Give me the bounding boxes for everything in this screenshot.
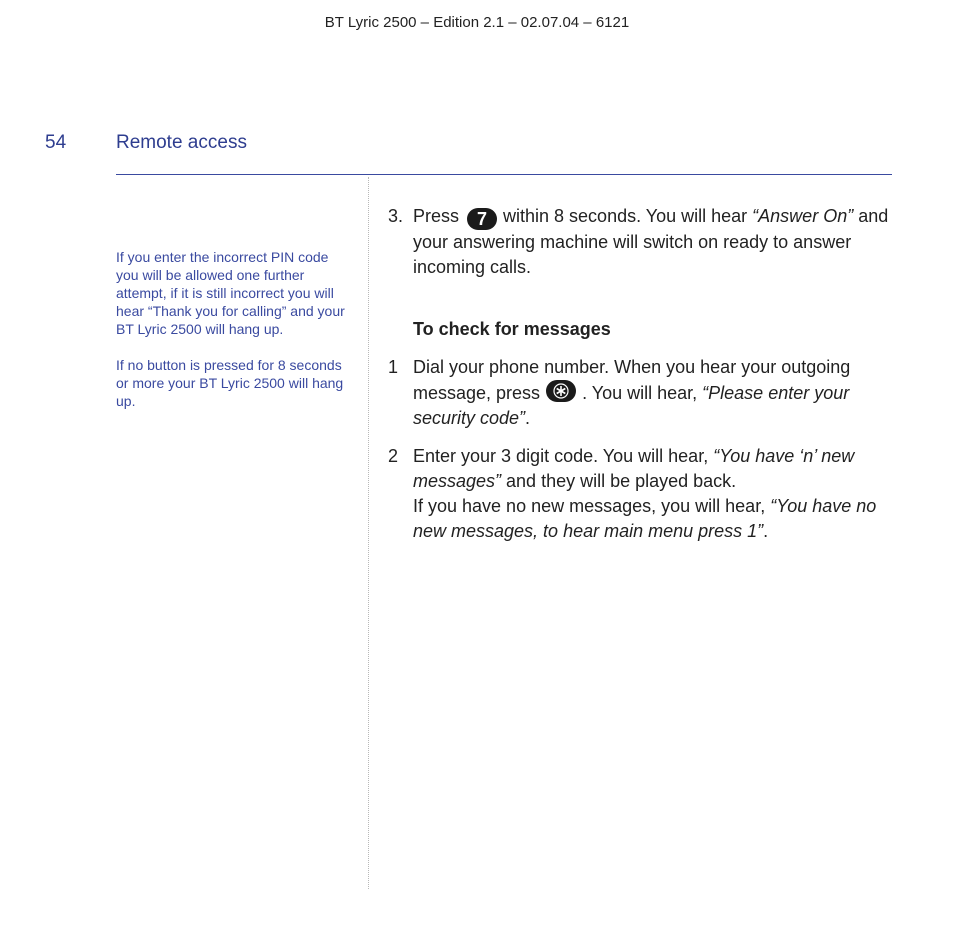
- step-number: 3.: [388, 206, 404, 226]
- sidebar-note-pin: If you enter the incorrect PIN code you will be allowed one further attempt, if it is still incorrect you will hear “Thank you for calling” and your BT Lyric 2500 will hang up.: [116, 249, 345, 337]
- key-7-icon: 7: [467, 208, 497, 230]
- quote-answer-on: “Answer On”: [752, 206, 854, 226]
- subheading-check-messages: To check for messages: [413, 319, 611, 339]
- check-step-2-text-no-messages: If you have no new messages, you will hear, “You have no new messages, to hear main menu press 1”.: [413, 496, 877, 541]
- section-title: Remote access: [116, 132, 247, 153]
- sidebar-notes: [116, 248, 352, 428]
- quote-security-code: “Please enter your security code”: [413, 383, 850, 428]
- column-divider: [368, 177, 369, 889]
- header-rule: [116, 174, 892, 175]
- step-3: [388, 204, 893, 280]
- quote-new-messages: “You have ‘n’ new messages”: [413, 446, 855, 491]
- page-number: 54: [45, 132, 67, 153]
- quote-no-new-messages: “You have no new messages, to hear main menu press 1”: [413, 496, 877, 541]
- check-step-1: [388, 355, 893, 431]
- check-step-2: [388, 444, 893, 544]
- main-content: [388, 204, 893, 544]
- sidebar-note-timeout: If no button is pressed for 8 seconds or more your BT Lyric 2500 will hang up.: [116, 357, 344, 409]
- star-key-icon: [546, 380, 576, 402]
- check-step-2-text: Enter your 3 digit code. You will hear, “You have ‘n’ new messages” and they will be played back.: [413, 446, 855, 491]
- step-3-text: Press 7 within 8 seconds. You will hear “Answer On” and your answering machine will switch on ready to answer incoming calls.: [413, 206, 889, 277]
- step-number: 2: [388, 446, 399, 466]
- step-number: 1: [388, 357, 399, 377]
- check-step-1-text: Dial your phone number. When you hear your outgoing message, press . You will hear, “Please enter your security code”.: [413, 357, 851, 428]
- document-header: BT Lyric 2500 – Edition 2.1 – 02.07.04 – 6121: [324, 14, 630, 31]
